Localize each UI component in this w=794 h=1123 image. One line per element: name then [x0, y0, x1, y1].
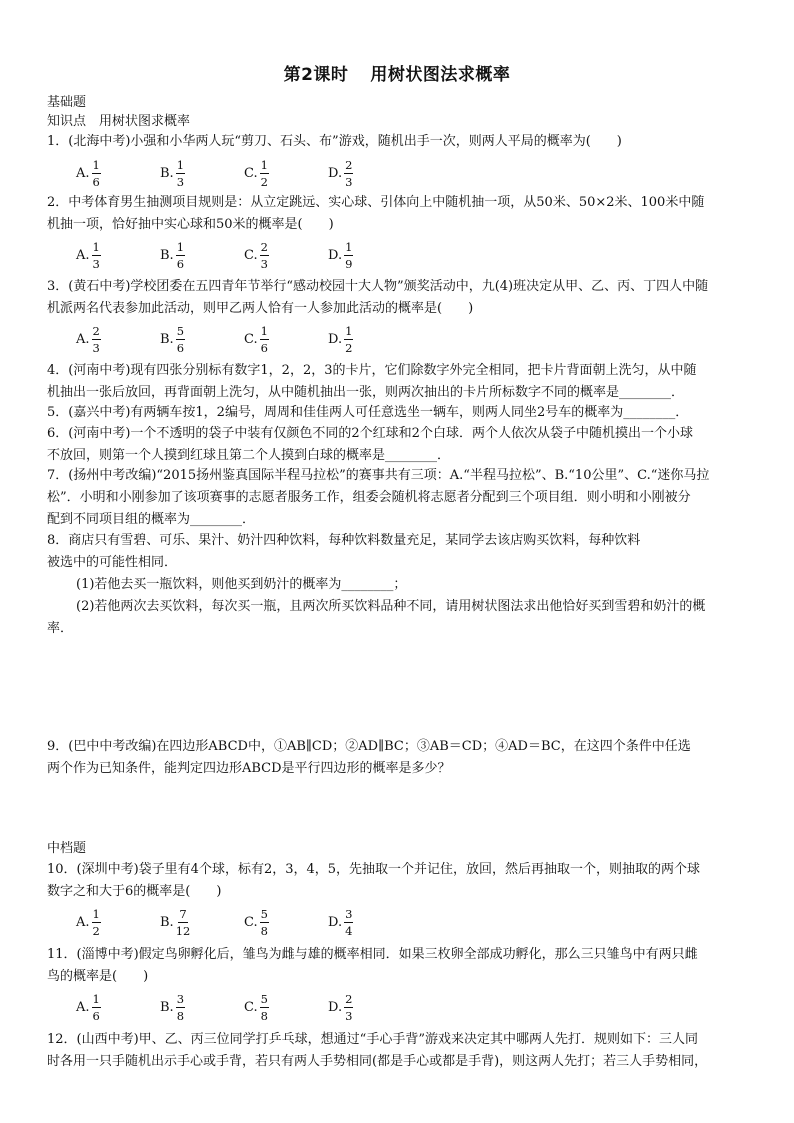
- section-basic: 基础题: [47, 95, 87, 110]
- question-11: 11．(淄博中考)假定鸟卵孵化后，雏鸟为雌与雄的概率相同．如果三枚卵全部成功孵化，那么三只雏鸟中有两只雌 鸟的概率是( ): [47, 947, 698, 984]
- option-a: A. $\frac{1}{3}$: [76, 239, 100, 271]
- option-c: C. $\frac{1}{2}$: [244, 157, 268, 189]
- question-5: 5．(嘉兴中考)有两辆车按1，2编号，周周和佳佳两人可任意选坐一辆车，则两人同坐2号车的概率为________．: [47, 405, 689, 420]
- option-a: A. $\frac{2}{3}$: [76, 323, 100, 355]
- question-7: 7．(扬州中考改编)“2015扬州鉴真国际半程马拉松”的赛事共有三项：A.“半程马拉松”、B.“10公里”、C.“迷你马拉 松”．小明和小刚参加了该项赛事的志愿者服务工作，组委会随机将志愿者分配到三个项目组．则小明和小刚被分 配到不同项目组的概率为________．: [47, 468, 710, 527]
- option-b: B. $\frac{5}{6}$: [160, 323, 185, 355]
- question-2-options: [76, 238, 676, 272]
- option-b: B. $\frac{1}{6}$: [160, 239, 185, 271]
- section-medium: 中档题: [47, 841, 87, 856]
- option-d: D. $\frac{2}{3}$: [328, 991, 353, 1023]
- page-title: [0, 60, 794, 85]
- option-d: D. $\frac{3}{4}$: [328, 906, 353, 938]
- question-1-options: [76, 156, 676, 190]
- option-b: B. $\frac{1}{3}$: [160, 157, 185, 189]
- question-10-options: [76, 905, 676, 939]
- option-d: D. $\frac{1}{9}$: [328, 239, 353, 271]
- question-12: 12．(山西中考)甲、乙、丙三位同学打乒乓球，想通过“手心手背”游戏来决定其中哪两人先打．规则如下：三人同 时各用一只手随机出示手心或手背，若只有两人手势相同(都是手心或都是手背)，则这两人先打；若三人手势相同，: [47, 1032, 708, 1069]
- option-c: C. $\frac{5}{8}$: [244, 906, 268, 938]
- option-b: B. $\frac{7}{12}$: [160, 906, 191, 938]
- question-8-part-2: (2)若他两次去买饮料，每次买一瓶，且两次所买饮料品种不同，请用树状图法求出他恰好买到雪碧和奶汁的概: [76, 599, 706, 614]
- lesson-topic: 用树状图法求概率: [370, 65, 511, 85]
- option-c: C. $\frac{2}{3}$: [244, 239, 268, 271]
- question-3: 3．(黄石中考)学校团委在五四青年节举行“感动校园十大人物”颁奖活动中，九(4)班决定从甲、乙、丙、丁四人中随 机派两名代表参加此活动，则甲乙两人恰有一人参加此活动的概率是( ): [47, 279, 709, 316]
- option-c: C. $\frac{1}{6}$: [244, 323, 268, 355]
- question-10: 10．(深圳中考)袋子里有4个球，标有2，3，4，5，先抽取一个并记住，放回，然后再抽取一个，则抽取的两个球 数字之和大于6的概率是( ): [47, 862, 701, 899]
- option-a: A. $\frac{1}{6}$: [76, 157, 100, 189]
- option-a: A. $\frac{1}{6}$: [76, 991, 100, 1023]
- option-d: D. $\frac{2}{3}$: [328, 157, 353, 189]
- question-9: 9．(巴中中考改编)在四边形ABCD中，①AB∥CD；②AD∥BC；③AB＝CD；④AD＝BC，在这四个条件中任选 两个作为已知条件，能判定四边形ABCD是平行四边形的概率是多少？: [47, 739, 691, 776]
- question-3-options: [76, 322, 676, 356]
- question-2: 2．中考体育男生抽测项目规则是：从立定跳远、实心球、引体向上中随机抽一项，从50米、50×2米、100米中随 机抽一项，恰好抽中实心球和50米的概率是( ): [47, 195, 705, 232]
- option-a: A. $\frac{1}{2}$: [76, 906, 100, 938]
- question-4: 4．(河南中考)现有四张分别标有数字1，2，2，3的卡片，它们除数字外完全相同，把卡片背面朝上洗匀，从中随 机抽出一张后放回，再背面朝上洗匀，从中随机抽出一张，则两次抽出的卡片所标数字不同的概率是________．: [47, 363, 697, 400]
- knowledge-point: 知识点 用树状图求概率: [47, 114, 191, 129]
- option-d: D. $\frac{1}{2}$: [328, 323, 353, 355]
- lesson-number: 第2课时: [283, 65, 349, 85]
- question-6: 6．(河南中考)一个不透明的袋子中装有仅颜色不同的2个红球和2个白球．两个人依次从袋子中随机摸出一个小球 不放回，则第一个人摸到红球且第二个人摸到白球的概率是________．: [47, 426, 693, 463]
- question-8-part-1: (1)若他去买一瓶饮料，则他买到奶汁的概率为________；: [76, 577, 407, 592]
- option-c: C. $\frac{5}{8}$: [244, 991, 268, 1023]
- question-1: 1．(北海中考)小强和小华两人玩“剪刀、石头、布”游戏，随机出手一次，则两人平局的概率为( ): [47, 134, 622, 149]
- option-b: B. $\frac{3}{8}$: [160, 991, 185, 1023]
- question-11-options: [76, 990, 676, 1024]
- question-8: 8．商店只有雪碧、可乐、果汁、奶汁四种饮料，每种饮料数量充足，某同学去该店购买饮料，每种饮料 被选中的可能性相同． (1)若他去买一瓶饮料，则他买到奶汁的概率为________； (2)若他两次去买饮料，每次买一瓶，且两次所买饮料品种不同，请用树状图法求出他恰好买到雪碧和奶汁的概 率．: [47, 530, 747, 640]
